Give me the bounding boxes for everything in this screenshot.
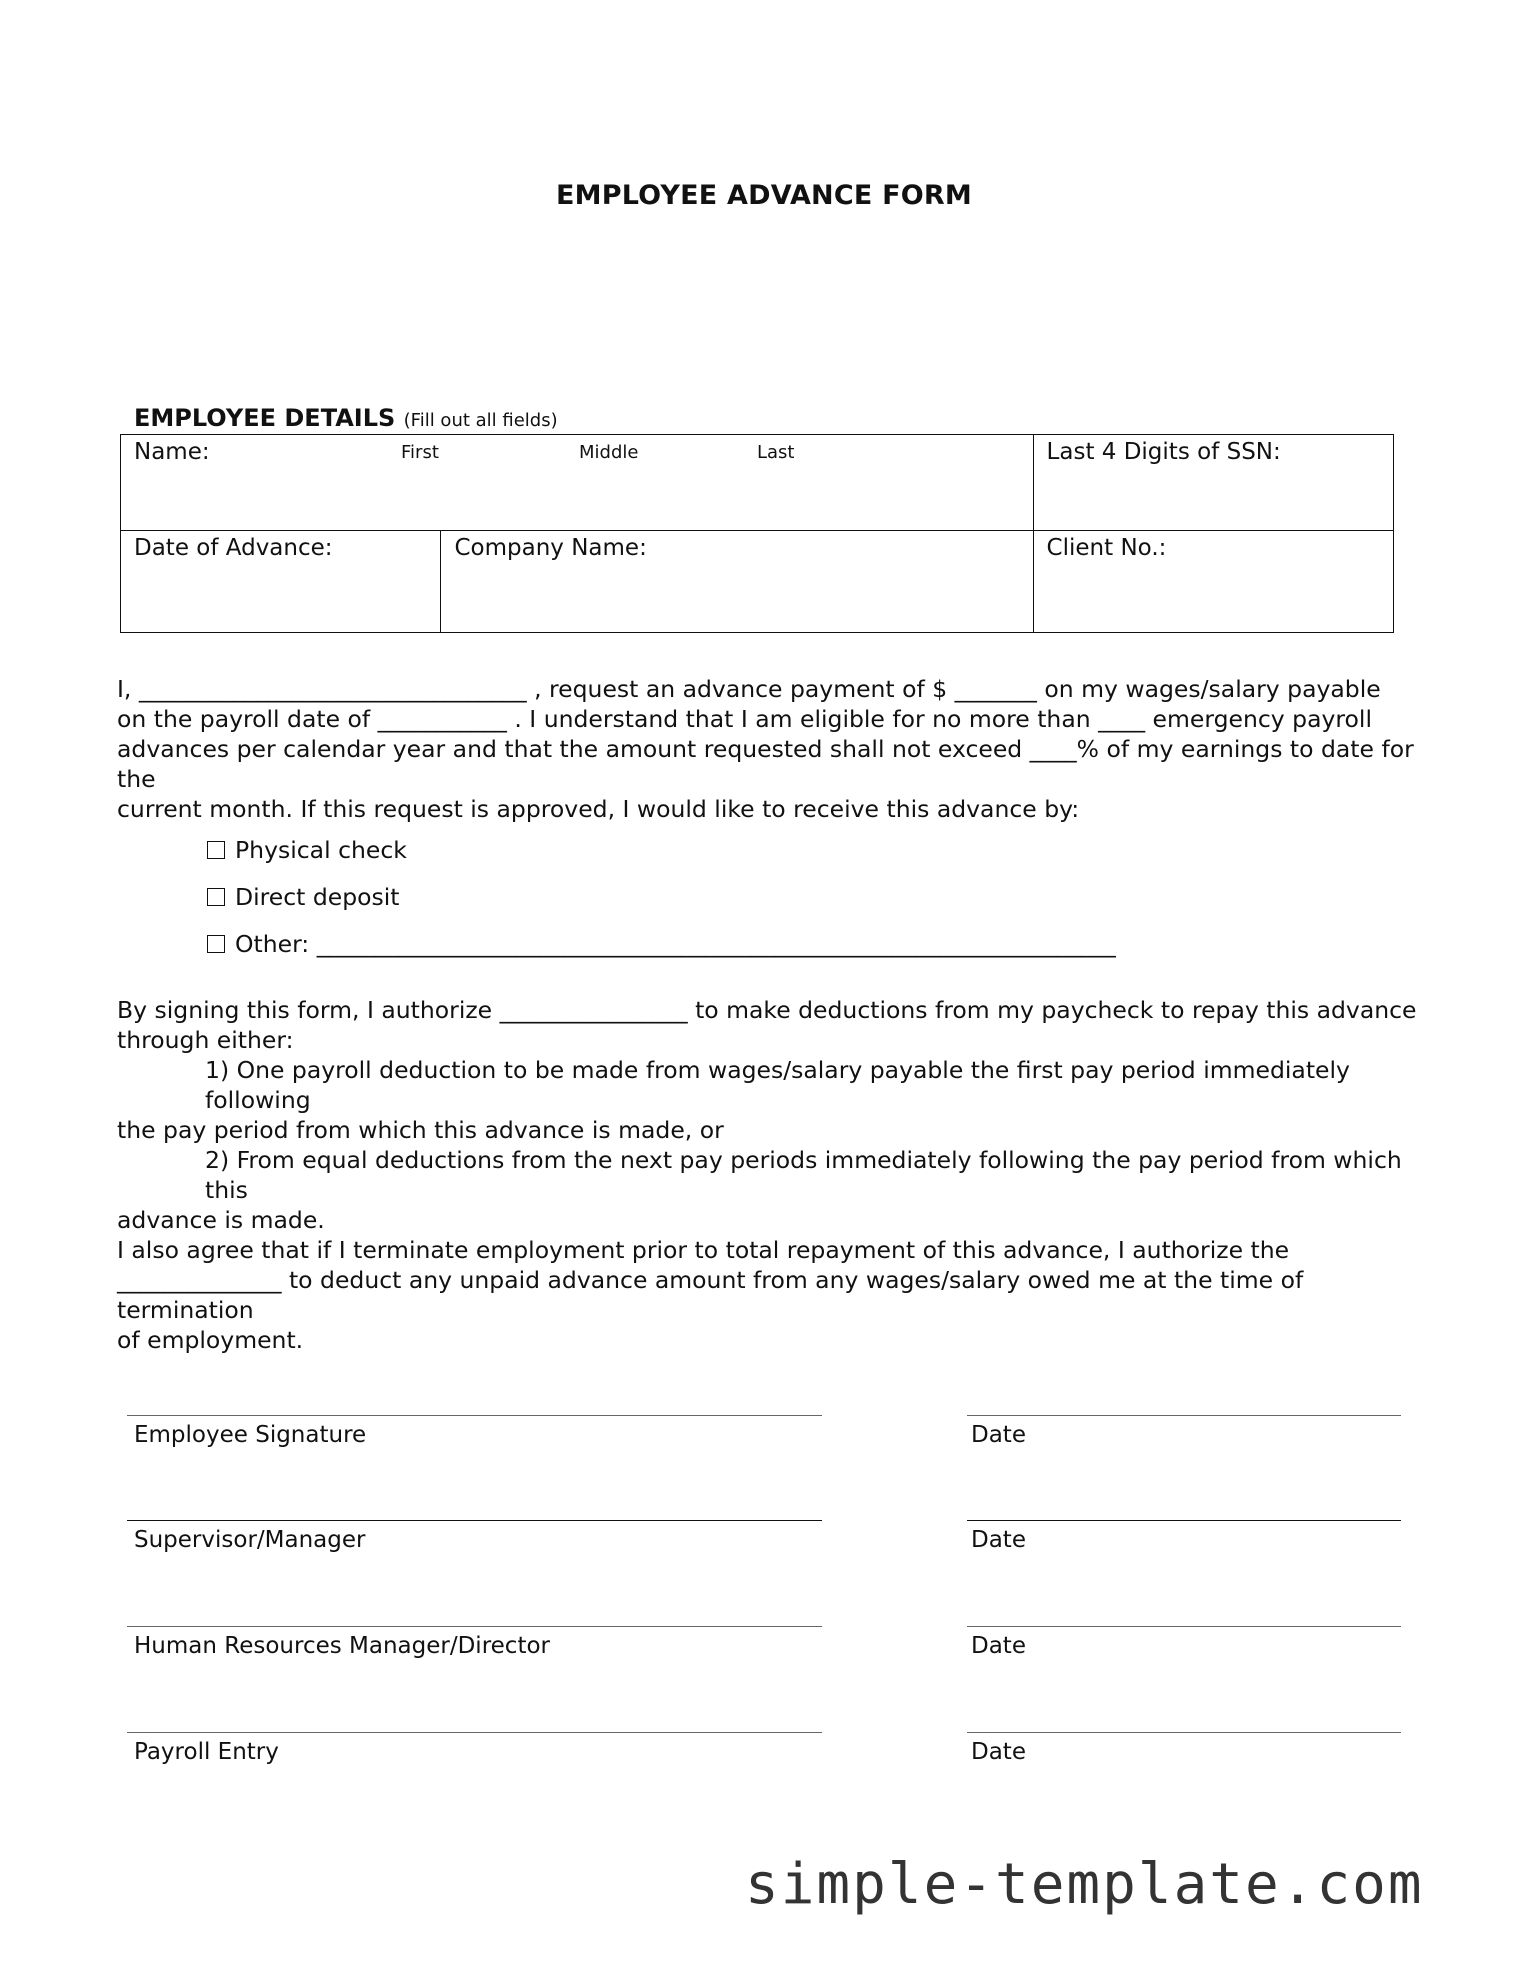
last-name-label: Last <box>757 442 795 463</box>
payroll-date-line[interactable] <box>967 1732 1401 1733</box>
client-no-label: Client No.: <box>1046 535 1167 561</box>
date-of-advance-label: Date of Advance: <box>134 535 333 561</box>
request-line: current month. If this request is approved, I would like to receive this advance by: <box>117 795 1080 823</box>
employee-date-label: Date <box>971 1422 1026 1448</box>
option-label: Other: ____________________________________________________________________ <box>235 930 1116 958</box>
client-no-field[interactable] <box>1033 531 1393 633</box>
employee-signature-label: Employee Signature <box>134 1422 367 1448</box>
hr-signature-line[interactable] <box>127 1626 822 1627</box>
supervisor-date-label: Date <box>971 1527 1026 1553</box>
request-line: I, _________________________________ , request an advance payment of $ _______ on my wages/salary payable <box>117 675 1381 703</box>
authorization-line: I also agree that if I terminate employment prior to total repayment of this advance, I authorize the <box>117 1236 1290 1264</box>
authorization-line: By signing this form, I authorize ________________ to make deductions from my paycheck to repay this advance <box>117 996 1417 1024</box>
option-other[interactable] <box>207 929 1116 959</box>
employee-details-table <box>120 434 1394 633</box>
hr-date-label: Date <box>971 1633 1026 1659</box>
date-of-advance-field[interactable] <box>121 531 441 633</box>
employee-signature-line[interactable] <box>127 1415 822 1416</box>
ssn-label: Last 4 Digits of SSN: <box>1046 439 1281 465</box>
supervisor-signature-line[interactable] <box>127 1520 822 1521</box>
company-name-label: Company Name: <box>454 535 647 561</box>
employee-details-heading <box>134 404 558 432</box>
request-paragraph <box>117 674 1417 824</box>
form-title: EMPLOYEE ADVANCE FORM <box>556 180 972 211</box>
request-line: on the payroll date of ___________ . I understand that I am eligible for no more than ____ emergency payroll <box>117 705 1372 733</box>
name-field[interactable] <box>121 435 1034 531</box>
payroll-entry-label: Payroll Entry <box>134 1739 279 1765</box>
supervisor-signature-label: Supervisor/Manager <box>134 1527 366 1553</box>
section-heading-note: (Fill out all fields) <box>403 410 558 431</box>
authorization-line: of employment. <box>117 1326 304 1354</box>
checkbox-icon[interactable] <box>207 935 225 953</box>
employee-date-line[interactable] <box>967 1415 1401 1416</box>
name-label: Name: <box>134 439 210 465</box>
ssn-field[interactable] <box>1033 435 1393 531</box>
hr-date-line[interactable] <box>967 1626 1401 1627</box>
authorization-paragraph <box>117 995 1417 1355</box>
option-label: Physical check <box>235 836 407 864</box>
checkbox-icon[interactable] <box>207 888 225 906</box>
first-name-label: First <box>401 442 439 463</box>
hr-signature-label: Human Resources Manager/Director <box>134 1633 550 1659</box>
authorization-line: the pay period from which this advance is made, or <box>117 1116 724 1144</box>
company-name-field[interactable] <box>441 531 1033 633</box>
watermark: simple-template.com <box>745 1852 1424 1917</box>
payroll-signature-line[interactable] <box>127 1732 822 1733</box>
authorization-line: 1) One payroll deduction to be made from wages/salary payable the first pay period immediately following <box>205 1056 1350 1114</box>
authorization-line: advance is made. <box>117 1206 325 1234</box>
supervisor-date-line[interactable] <box>967 1520 1401 1521</box>
authorization-line: through either: <box>117 1026 294 1054</box>
checkbox-icon[interactable] <box>207 841 225 859</box>
request-line: advances per calendar year and that the amount requested shall not exceed ____% of my earnings to date for the <box>117 735 1414 793</box>
authorization-line: ______________ to deduct any unpaid advance amount from any wages/salary owed me at the time of termination <box>117 1266 1304 1324</box>
option-physical-check[interactable] <box>207 835 407 865</box>
option-direct-deposit[interactable] <box>207 882 400 912</box>
middle-name-label: Middle <box>579 442 639 463</box>
payroll-date-label: Date <box>971 1739 1026 1765</box>
option-label: Direct deposit <box>235 883 400 911</box>
section-heading-text: EMPLOYEE DETAILS <box>134 404 396 432</box>
authorization-line: 2) From equal deductions from the next pay periods immediately following the pay period from which this <box>205 1146 1402 1204</box>
